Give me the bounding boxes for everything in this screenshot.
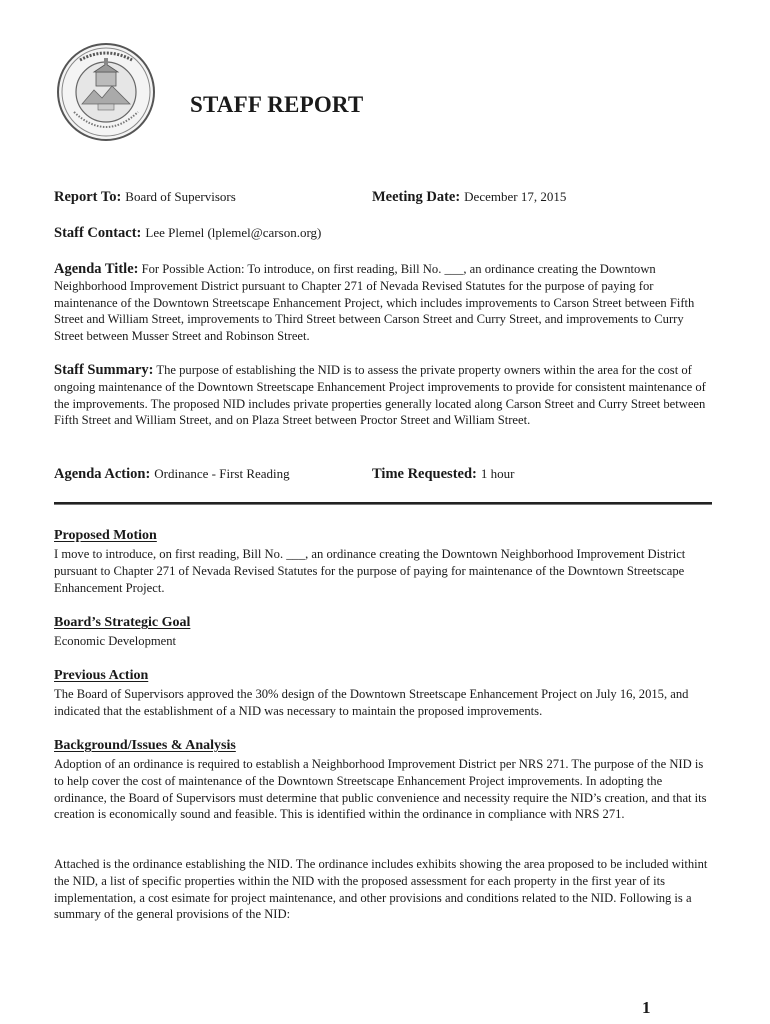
agenda-action-label: Agenda Action: — [54, 466, 151, 482]
agenda-title-label: Agenda Title: — [54, 261, 139, 277]
report-to-row — [54, 188, 714, 206]
previous-action-text: The Board of Supervisors approved the 30% design of the Downtown Streetscape Enhancement Project on July 16, 2015, and indicated that the establishment of a NID was necessary to maintain the proposed improvements. — [54, 687, 689, 718]
agenda-title-text: For Possible Action: To introduce, on first reading, Bill No. ___, an ordinance creating the Downtown Neighborhood Improvement District pursuant to Chapter 271 of Nevada Revised Statutes for the purpose of paying for maintenance of the Downtown Streetscape Enhancement Project, which includes improvements to Carson Street between Fifth Street and William Street, improvements to Third Street between Carson Street and Curry Street, and improvements to Curry Street between Musser Street and Robinson Street. — [54, 262, 695, 344]
staff-contact-label: Staff Contact: — [54, 225, 142, 241]
background-paragraph-2: Attached is the ordinance establishing the NID. The ordinance includes exhibits showing the area proposed to be included withint the NID, a list of specific properties within the NID with the proposed assessment for each property in the first year of its implementation, a cost esimate for project maintenance, and other provisions and conditions related to the NID. Following is a summary of the general provisions of the NID: — [54, 857, 708, 922]
staff-summary-text: The purpose of establishing the NID is to assess the private property owners within the area for the cost of ongoing maintenance of the Downtown Streetscape Enhancement Project improvements to provide for consistent maintenance of the improvements. The proposed NID includes private properties generally located along Carson Street and Curry Street between Fifth Street and William Street, and on Plaza Street between Proctor Street and William Street. — [54, 363, 706, 428]
page-number: 1 — [642, 998, 651, 1017]
agenda-title — [54, 261, 716, 345]
proposed-motion-heading: Proposed Motion — [54, 528, 157, 543]
report-to-value: Board of Supervisors — [125, 189, 236, 204]
proposed-motion-text: I move to introduce, on first reading, Bill No. ___, an ordinance creating the Downtown Neighborhood Improvement District pursuant to Chapter 271 of Nevada Revised Statutes for the purpose of paying for maintenance of the Downtown Streetscape Enhancement Project. — [54, 547, 686, 595]
previous-action-heading: Previous Action — [54, 668, 149, 683]
agenda-action-value: Ordinance - First Reading — [154, 466, 290, 481]
staff-summary-label: Staff Summary: — [54, 362, 154, 378]
meeting-date-value: December 17, 2015 — [464, 189, 567, 204]
staff-summary — [54, 362, 716, 429]
carson-city-seal — [56, 42, 156, 142]
time-requested — [372, 465, 514, 483]
strategic-goal-heading: Board’s Strategic Goal — [54, 615, 191, 630]
time-requested-label: Time Requested: — [372, 466, 477, 482]
report-to-label: Report To: — [54, 189, 122, 205]
background-paragraph-1: Adoption of an ordinance is required to establish a Neighborhood Improvement District per NRS 271. The purpose of the NID is to help cover the cost of maintenance of the Downtown Streetscape Enhancement Project improvements. In adopting the ordinance, the Board of Supervisors must determine that public convenience and necessity require the NID’s creation, and that its creation is economically sound and feasible. This is identified within the ordinance in compliance with NRS 271. — [54, 757, 707, 822]
page-title: STAFF REPORT — [190, 92, 364, 117]
strategic-goal-text: Economic Development — [54, 634, 177, 648]
meeting-date — [372, 188, 566, 206]
staff-contact-row — [54, 224, 714, 242]
time-requested-value: 1 hour — [480, 466, 515, 481]
background-heading: Background/Issues & Analysis — [54, 738, 236, 753]
staff-contact-value: Lee Plemel (lplemel@carson.org) — [145, 225, 322, 240]
section-divider — [54, 502, 712, 505]
agenda-action-row — [54, 465, 714, 483]
meeting-date-label: Meeting Date: — [372, 189, 461, 205]
